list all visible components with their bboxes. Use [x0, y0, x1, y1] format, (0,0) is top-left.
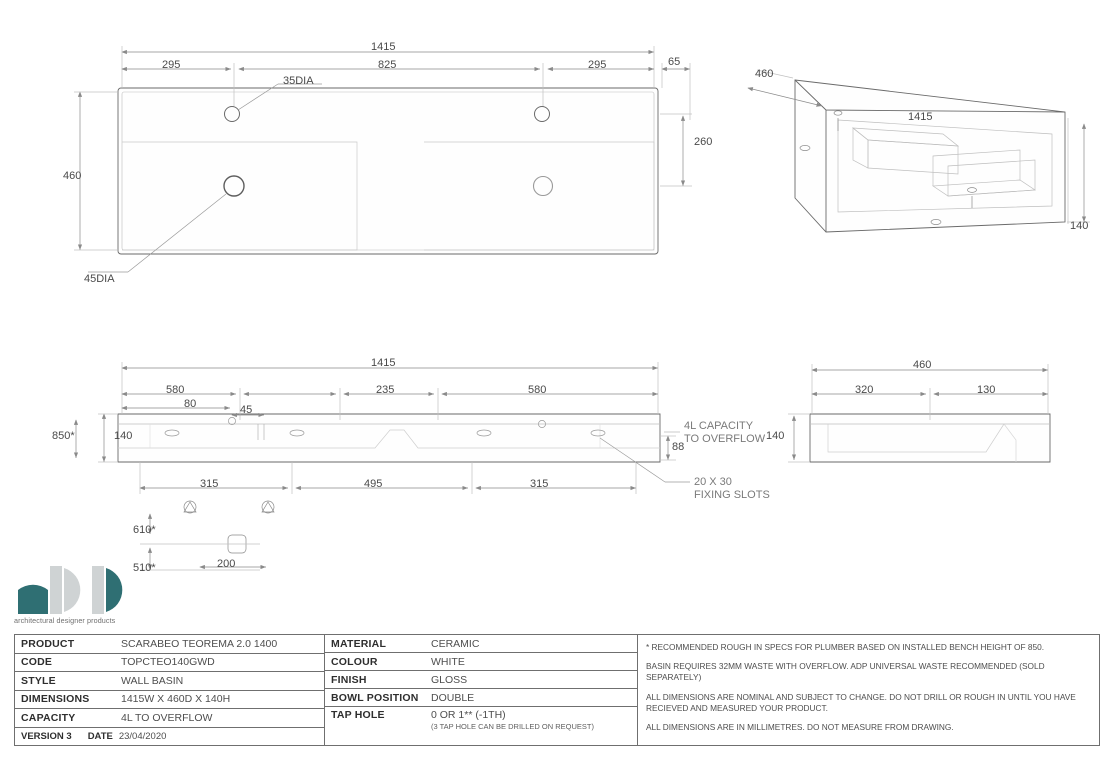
spec-row-bowl-position [325, 689, 637, 707]
spec-row-tap-hole [325, 707, 637, 733]
callout-45dia: 45DIA [84, 273, 115, 285]
spec-key-tap-hole: TAP HOLE [331, 709, 385, 721]
spec-row-product [15, 635, 324, 654]
callout-35dia: 35DIA [283, 75, 314, 87]
dim-front-495: 495 [364, 478, 383, 490]
spec-key-dimensions: DIMENSIONS [21, 693, 90, 706]
spec-value-colour: WHITE [431, 655, 465, 668]
tap-hole-value: 0 OR 1** (-1TH) [431, 709, 506, 721]
spec-key-material: MATERIAL [331, 637, 387, 650]
spec-key-colour: COLOUR [331, 655, 378, 668]
dim-iso-140: 140 [1070, 220, 1089, 232]
dim-iso-1415: 1415 [908, 111, 933, 123]
dim-plan-260: 260 [694, 136, 713, 148]
dim-front-235: 235 [376, 384, 395, 396]
dim-front-88: 88 [672, 441, 685, 453]
dim-plan-295-right: 295 [588, 59, 607, 71]
dim-front-315-left: 315 [200, 478, 219, 490]
spec-value-style: WALL BASIN [121, 674, 184, 687]
spec-column-product [15, 635, 325, 745]
dim-front-580-right: 580 [528, 384, 547, 396]
note-nominal-dimensions: ALL DIMENSIONS ARE NOMINAL AND SUBJECT TO CHANGE. DO NOT DRILL OR ROUGH IN UNTIL YOU HAVE RECIEVED AND MEASURED YOUR PRODUCT. [646, 691, 1076, 713]
spec-key-bowl-position: BOWL POSITION [331, 691, 419, 704]
adp-logo-mark [14, 562, 142, 618]
spec-key-code: CODE [21, 656, 53, 669]
spec-row-code [15, 654, 324, 673]
dim-front-200: 200 [217, 558, 236, 570]
spec-value-finish: GLOSS [431, 673, 468, 686]
dim-plan-65: 65 [668, 56, 681, 68]
dim-front-315-right: 315 [530, 478, 549, 490]
note-waste: BASIN REQUIRES 32MM WASTE WITH OVERFLOW. ADP UNIVERSAL WASTE RECOMMENDED (SOLD SEPARATELY) [646, 661, 1045, 683]
logo-tagline: architectural designer products [14, 616, 116, 625]
dim-front-45: 45 [240, 404, 253, 416]
spec-key-product: PRODUCT [21, 637, 75, 650]
note-bench-height: * RECOMMENDED ROUGH IN SPECS FOR PLUMBER BASED ON INSTALLED BENCH HEIGHT OF 850. [646, 642, 1045, 652]
spec-value-bowl-position: DOUBLE [431, 691, 475, 704]
spec-value-code: TOPCTEO140GWD [121, 656, 215, 669]
spec-table [14, 634, 1100, 746]
note-4l-capacity: 4L CAPACITY [684, 420, 754, 432]
spec-value-capacity: 4L TO OVERFLOW [121, 711, 213, 724]
dim-front-610: 610* [133, 524, 156, 536]
date-value: 23/04/2020 [118, 731, 167, 742]
spec-row-style [15, 672, 324, 691]
spec-key-finish: FINISH [331, 673, 367, 686]
note-millimetres: ALL DIMENSIONS ARE IN MILLIMETRES. DO NOT MEASURE FROM DRAWING. [646, 721, 954, 732]
dim-front-80: 80 [184, 398, 197, 410]
dim-plan-825: 825 [378, 59, 397, 71]
dim-side-130: 130 [977, 384, 996, 396]
spec-row-colour [325, 653, 637, 671]
dim-front-580-left: 580 [166, 384, 185, 396]
dim-plan-460: 460 [63, 170, 82, 182]
spec-row-material [325, 635, 637, 653]
date-label: DATE [87, 731, 113, 742]
dim-front-1415: 1415 [371, 357, 396, 369]
spec-column-notes [638, 635, 1099, 745]
spec-row-dimensions [15, 691, 324, 710]
dim-side-460: 460 [913, 359, 932, 371]
spec-key-style: STYLE [21, 674, 56, 687]
spec-value-material: CERAMIC [431, 637, 480, 650]
dim-front-140: 140 [114, 430, 133, 442]
spec-column-material [325, 635, 638, 745]
spec-value-tap-hole [427, 709, 594, 731]
dim-iso-460: 460 [755, 68, 774, 80]
spec-key-capacity: CAPACITY [21, 711, 76, 724]
spec-row-version [15, 728, 324, 746]
spec-row-finish [325, 671, 637, 689]
dim-front-510: 510* [133, 562, 156, 574]
tap-hole-subnote: (3 TAP HOLE CAN BE DRILLED ON REQUEST) [431, 722, 594, 731]
dim-plan-1415: 1415 [371, 41, 396, 53]
spec-value-product: SCARABEO TEOREMA 2.0 1400 [121, 637, 278, 650]
dim-side-320: 320 [855, 384, 874, 396]
dim-plan-295-left: 295 [162, 59, 181, 71]
dim-side-140: 140 [766, 430, 785, 442]
spec-value-dimensions: 1415W X 460D X 140H [121, 693, 231, 706]
version-label: VERSION 3 [21, 731, 72, 742]
note-20x30: 20 X 30 [694, 476, 732, 488]
adp-logo [14, 562, 142, 630]
spec-row-capacity [15, 709, 324, 728]
note-to-overflow: TO OVERFLOW [684, 433, 766, 445]
dim-front-850: 850* [52, 430, 75, 442]
note-fixing-slots: FIXING SLOTS [694, 489, 770, 501]
